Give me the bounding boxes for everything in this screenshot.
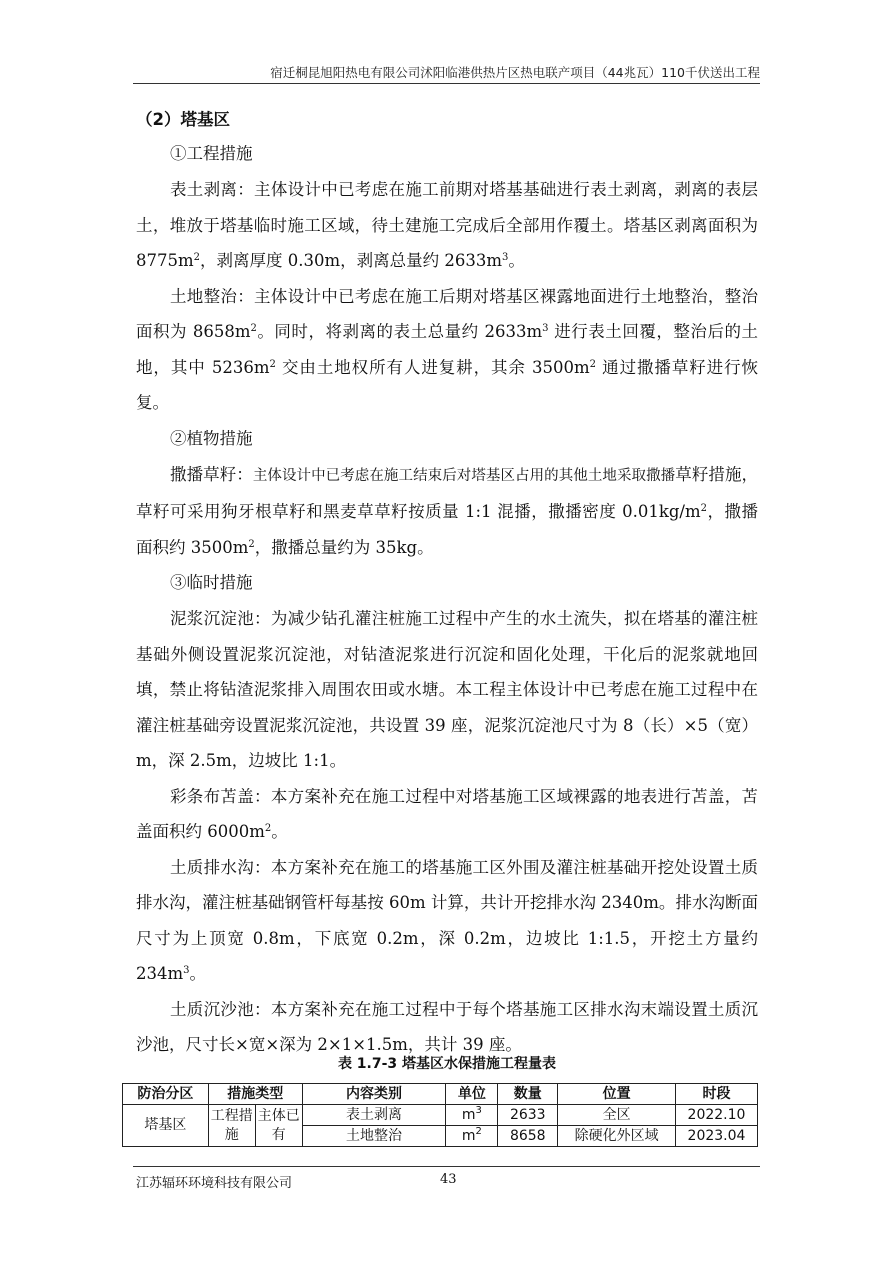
table-header-cell: 内容类别 <box>302 1084 446 1105</box>
table-header-cell: 措施类型 <box>208 1084 302 1105</box>
ditch-paragraph: 土质排水沟：本方案补充在施工的塔基施工区外围及灌注桩基础开挖处设置土质排水沟，灌注桩基础钢管杆每基按 60m 计算，共计开挖排水沟 2340m。排水沟断面尺寸为上顶宽 0.8m，下底宽 0.2m，深 0.2m，边坡比 1:1.5，开挖土方量约 $234m^3$。 <box>136 857 758 983</box>
table-header-cell: 时段 <box>676 1084 758 1105</box>
stripping-paragraph: 表土剥离：主体设计中已考虑在施工前期对塔基基础进行表土剥离，剥离的表层土，堆放于塔基临时施工区域，待土建施工完成后全部用作覆土。塔基区剥离面积为 $8775m^2$，剥离厚度 0.30m，剥离总量约 $2633m^3$。 <box>136 180 758 270</box>
document-header: 宿迁桐昆旭阳热电有限公司沭阳临港供热片区热电联产项目（44兆瓦）110千伏送出工程 <box>270 65 760 80</box>
measure-status-cell: 主体已有 <box>255 1105 302 1147</box>
sand-pond-paragraph: 土质沉沙池：本方案补充在施工过程中于每个塔基施工区排水沟末端设置土质沉沙池，尺寸长×宽×深为 2×1×1.5m，共计 39 座。 <box>136 999 758 1054</box>
location-cell: 全区 <box>558 1105 676 1126</box>
content-cell: 土地整治 <box>302 1126 446 1147</box>
temporary-heading: ③临时措施 <box>170 573 253 592</box>
content-cell: 表土剥离 <box>302 1105 446 1126</box>
page-number: 43 <box>440 1172 457 1187</box>
quantity-cell: 8658 <box>498 1126 558 1147</box>
vegetation-heading: ②植物措施 <box>170 428 253 448</box>
mud-pond-paragraph: 泥浆沉淀池：为减少钻孔灌注桩施工过程中产生的水土流失，拟在塔基的灌注桩基础外侧设置泥浆沉淀池，对钻渣泥浆进行沉淀和固化处理，干化后的泥浆就地回填，禁止将钻渣泥浆排入周围农田或水塘。本工程主体设计中已考虑在施工过程中在灌注桩基础旁设置泥浆沉淀池，共设置 39 座，泥浆沉淀池尺寸为 8（长）×5（宽）m，深 2.5m，边坡比 1:1。 <box>136 609 758 770</box>
header-rule <box>133 83 760 84</box>
grading-paragraph: 土地整治：主体设计中已考虑在施工后期对塔基区裸露地面进行土地整治，整治面积为 $8658m^2$。同时，将剥离的表土总量约 $2633m^3$ 进行表土回覆，整治后的土地，其中 $5236m^2$ 交由土地权所有人进复耕，其余 $3500m^2$ 通过撒播草籽进行恢复。 <box>136 286 758 412</box>
table-header-cell: 数量 <box>498 1084 558 1105</box>
quantity-table <box>122 1083 758 1147</box>
period-cell: 2022.10 <box>676 1105 758 1126</box>
table-header-cell: 防治分区 <box>123 1084 209 1105</box>
measure-type-cell: 工程措施 <box>208 1105 255 1147</box>
table-row <box>123 1105 758 1126</box>
footer-company: 江苏辐环环境科技有限公司 <box>136 1176 293 1191</box>
table-caption: 表 1.7-3 塔基区水保措施工程量表 <box>337 1056 557 1072</box>
table-header-cell: 位置 <box>558 1084 676 1105</box>
engineering-heading: ①工程措施 <box>170 144 253 163</box>
location-cell: 除硬化外区域 <box>558 1126 676 1147</box>
document-body <box>136 103 758 1063</box>
table-header-cell: 单位 <box>446 1084 498 1105</box>
seeding-paragraph: 撒播草籽：主体设计中已考虑在施工结束后对塔基区占用的其他土地采取撒播草籽措施，草籽可采用狗牙根草籽和黑麦草草籽按质量 1:1 混播，撒播密度 $0.01kg/m^2$，撒播面积约 $3500m^2$，撒播总量约为 35kg。 <box>136 464 759 557</box>
quantity-cell: 2633 <box>498 1105 558 1126</box>
section-title: （2）塔基区 <box>136 110 230 129</box>
unit-cell: $m^2$ <box>446 1126 498 1147</box>
table-header-row <box>123 1084 758 1105</box>
cover-paragraph: 彩条布苫盖：本方案补充在施工过程中对塔基施工区域裸露的地表进行苫盖，苫盖面积约 $6000m^2$。 <box>136 786 758 841</box>
unit-cell: $m^3$ <box>446 1105 498 1126</box>
footer-rule <box>133 1166 760 1167</box>
zone-cell: 塔基区 <box>123 1105 209 1147</box>
period-cell: 2023.04 <box>676 1126 758 1147</box>
